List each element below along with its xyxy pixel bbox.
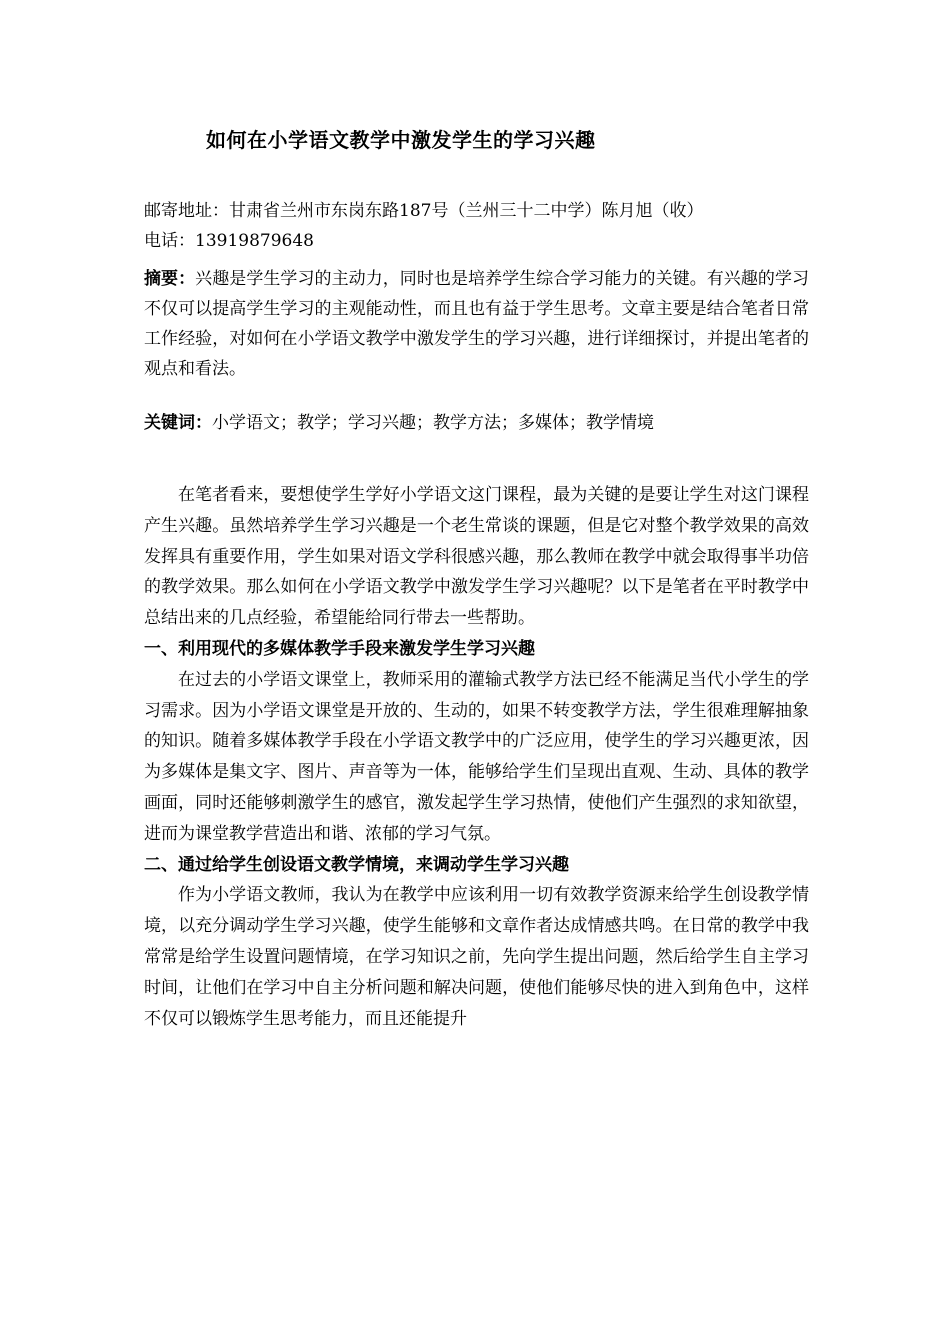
section-1-heading: 一、利用现代的多媒体教学手段来激发学生学习兴趣: [144, 638, 535, 659]
abstract-text: 兴趣是学生学习的主动力，同时也是培养学生综合学习能力的关键。有兴趣的学习不仅可以提高学生学习的主观能动性，而且也有益于学生思考。文章主要是结合笔者日常工作经验，对如何在小学语文教学中激发学生的学习兴趣，进行详细探讨，并提出笔者的观点和看法。: [144, 269, 810, 379]
keywords-text: 小学语文；教学；学习兴趣；教学方法；多媒体；教学情境: [212, 413, 654, 433]
author-info: [144, 196, 809, 256]
keywords-label: 关键词：: [144, 413, 212, 433]
abstract: [144, 264, 809, 384]
intro-paragraph: 在笔者看来，要想使学生学好小学语文这门课程，最为关键的是要让学生对这门课程产生兴趣。虽然培养学生学习兴趣是一个老生常谈的课题，但是它对整个教学效果的高效发挥具有重要作用，学生如果对语文学科很感兴趣，那么教师在教学中就会取得事半功倍的教学效果。那么如何在小学语文教学中激发学生学习兴趣呢？以下是笔者在平时教学中总结出来的几点经验，希望能给同行带去一些帮助。: [144, 485, 809, 629]
section-2-paragraph: 作为小学语文教师，我认为在教学中应该利用一切有效教学资源来给学生创设教学情境，以充分调动学生学习兴趣，使学生能够和文章作者达成情感共鸣。在日常的教学中我常常是给学生设置问题情境，在学习知识之前，先向学生提出问题，然后给学生自主学习时间，让他们在学习中自主分析问题和解决问题，使他们能够尽快的进入到角色中，这样不仅可以锻炼学生思考能力，而且还能提升: [144, 885, 809, 1029]
phone-number: 电话：13919879648: [144, 231, 314, 251]
abstract-label: 摘要：: [144, 269, 196, 289]
document-title: 如何在小学语文教学中激发学生的学习兴趣: [206, 128, 596, 152]
section-1-paragraph: 在过去的小学语文课堂上，教师采用的灌输式教学方法已经不能满足当代小学生的学习需求。因为小学语文课堂是开放的、生动的，如果不转变教学方法，学生很难理解抽象的知识。随着多媒体教学手段在小学语文教学中的广泛应用，使学生的学习兴趣更浓，因为多媒体是集文字、图片、声音等为一体，能够给学生们呈现出直观、生动、具体的教学画面，同时还能够刺激学生的感官，激发起学生学习热情，使他们产生强烈的求知欲望，进而为课堂教学营造出和谐、浓郁的学习气氛。: [144, 669, 809, 844]
body-text: [144, 480, 809, 1034]
section-2-heading: 二、通过给学生创设语文教学情境，来调动学生学习兴趣: [144, 854, 569, 875]
mailing-address: 邮寄地址：甘肃省兰州市东岗东路187号（兰州三十二中学）陈月旭（收）: [144, 201, 704, 221]
keywords: [144, 408, 809, 438]
